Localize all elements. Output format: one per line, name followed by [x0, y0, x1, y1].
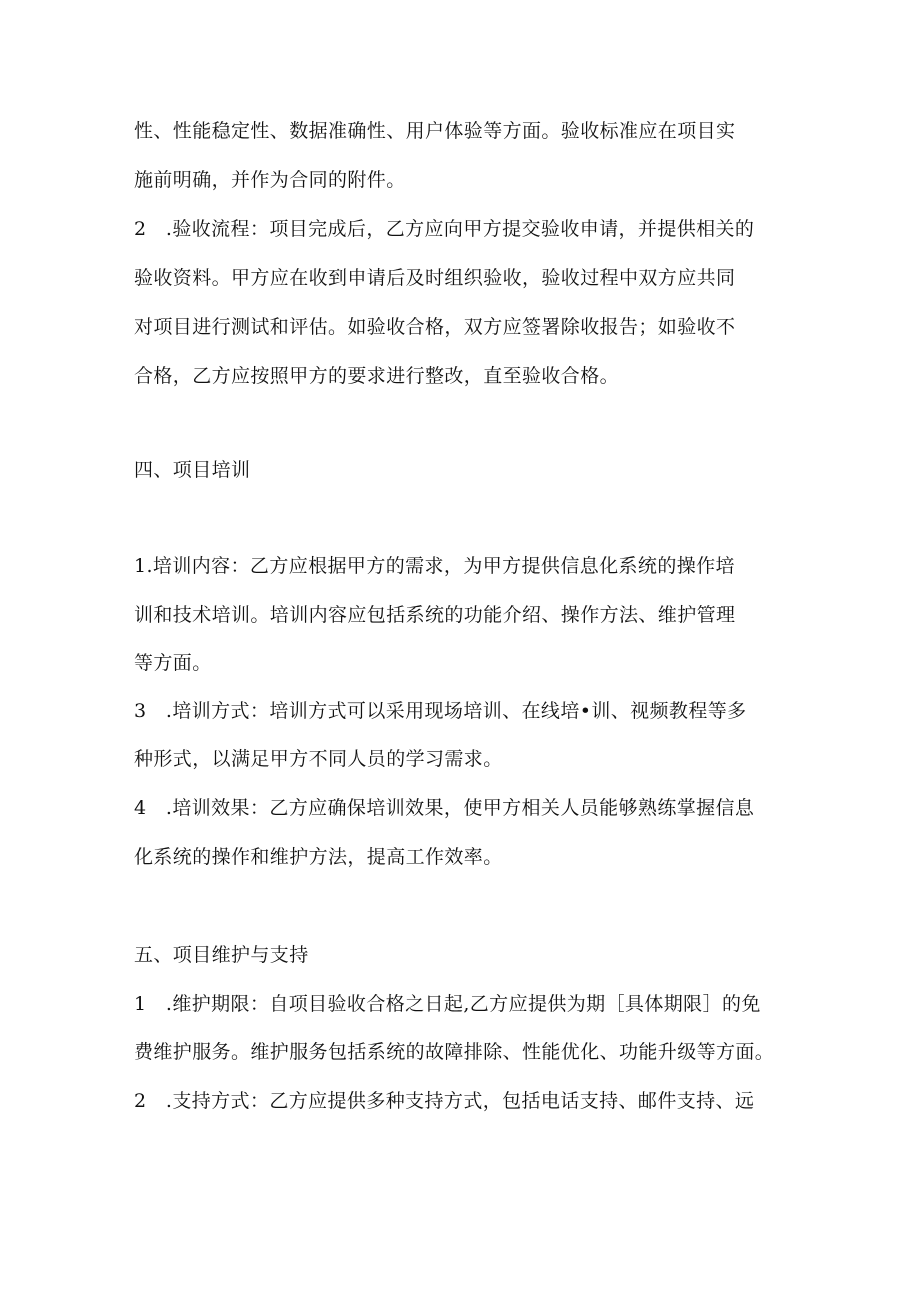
text-line: 性、性能稳定性、数据准确性、用户体验等方面。验收标准应在项目实 — [134, 120, 736, 142]
text-line: 等方面。 — [134, 652, 212, 674]
list-item-text: 2 .验收流程：项目完成后，乙方应向甲方提交验收申请，并提供相关的 — [134, 218, 755, 240]
text-line: 对项目进行测试和评估。如验收合格，双方应签署除收报告；如验收不 — [134, 316, 736, 338]
list-item-text: 3 .培训方式：培训方式可以采用现场培训、在线培•训、视频教程等多 — [134, 700, 747, 722]
text-line: 验收资料。甲方应在收到申请后及时组织验收，验收过程中双方应共同 — [134, 267, 736, 289]
section-heading: 四、项目培训 — [134, 459, 251, 481]
section-heading: 五、项目维护与支持 — [134, 944, 309, 966]
list-item-text: 1.培训内容：乙方应根据甲方的需求，为甲方提供信息化系统的操作培 — [134, 555, 735, 577]
text-line: 费维护服务。维护服务包括系统的故障排除、性能优化、功能升级等方面。 — [134, 1041, 775, 1063]
text-line: 训和技术培训。培训内容应包括系统的功能介绍、操作方法、维护管理 — [134, 604, 736, 626]
text-line: 施前明确，并作为合同的附件。 — [134, 169, 406, 191]
list-item-text: 4 .培训效果：乙方应确保培训效果，使甲方相关人员能够熟练掌握信息 — [134, 797, 755, 819]
list-item-text: 1 .维护期限：自项目验收合格之日起,乙方应提供为期［具体期限］的免 — [134, 993, 761, 1015]
list-item-text: 2 .支持方式：乙方应提供多种支持方式，包括电话支持、邮件支持、远 — [134, 1090, 755, 1112]
text-line: 种形式，以满足甲方不同人员的学习需求。 — [134, 748, 503, 770]
text-line: 化系统的操作和维护方法，提高工作效率。 — [134, 846, 503, 868]
text-line: 合格，乙方应按照甲方的要求进行整改，直至验收合格。 — [134, 365, 620, 387]
